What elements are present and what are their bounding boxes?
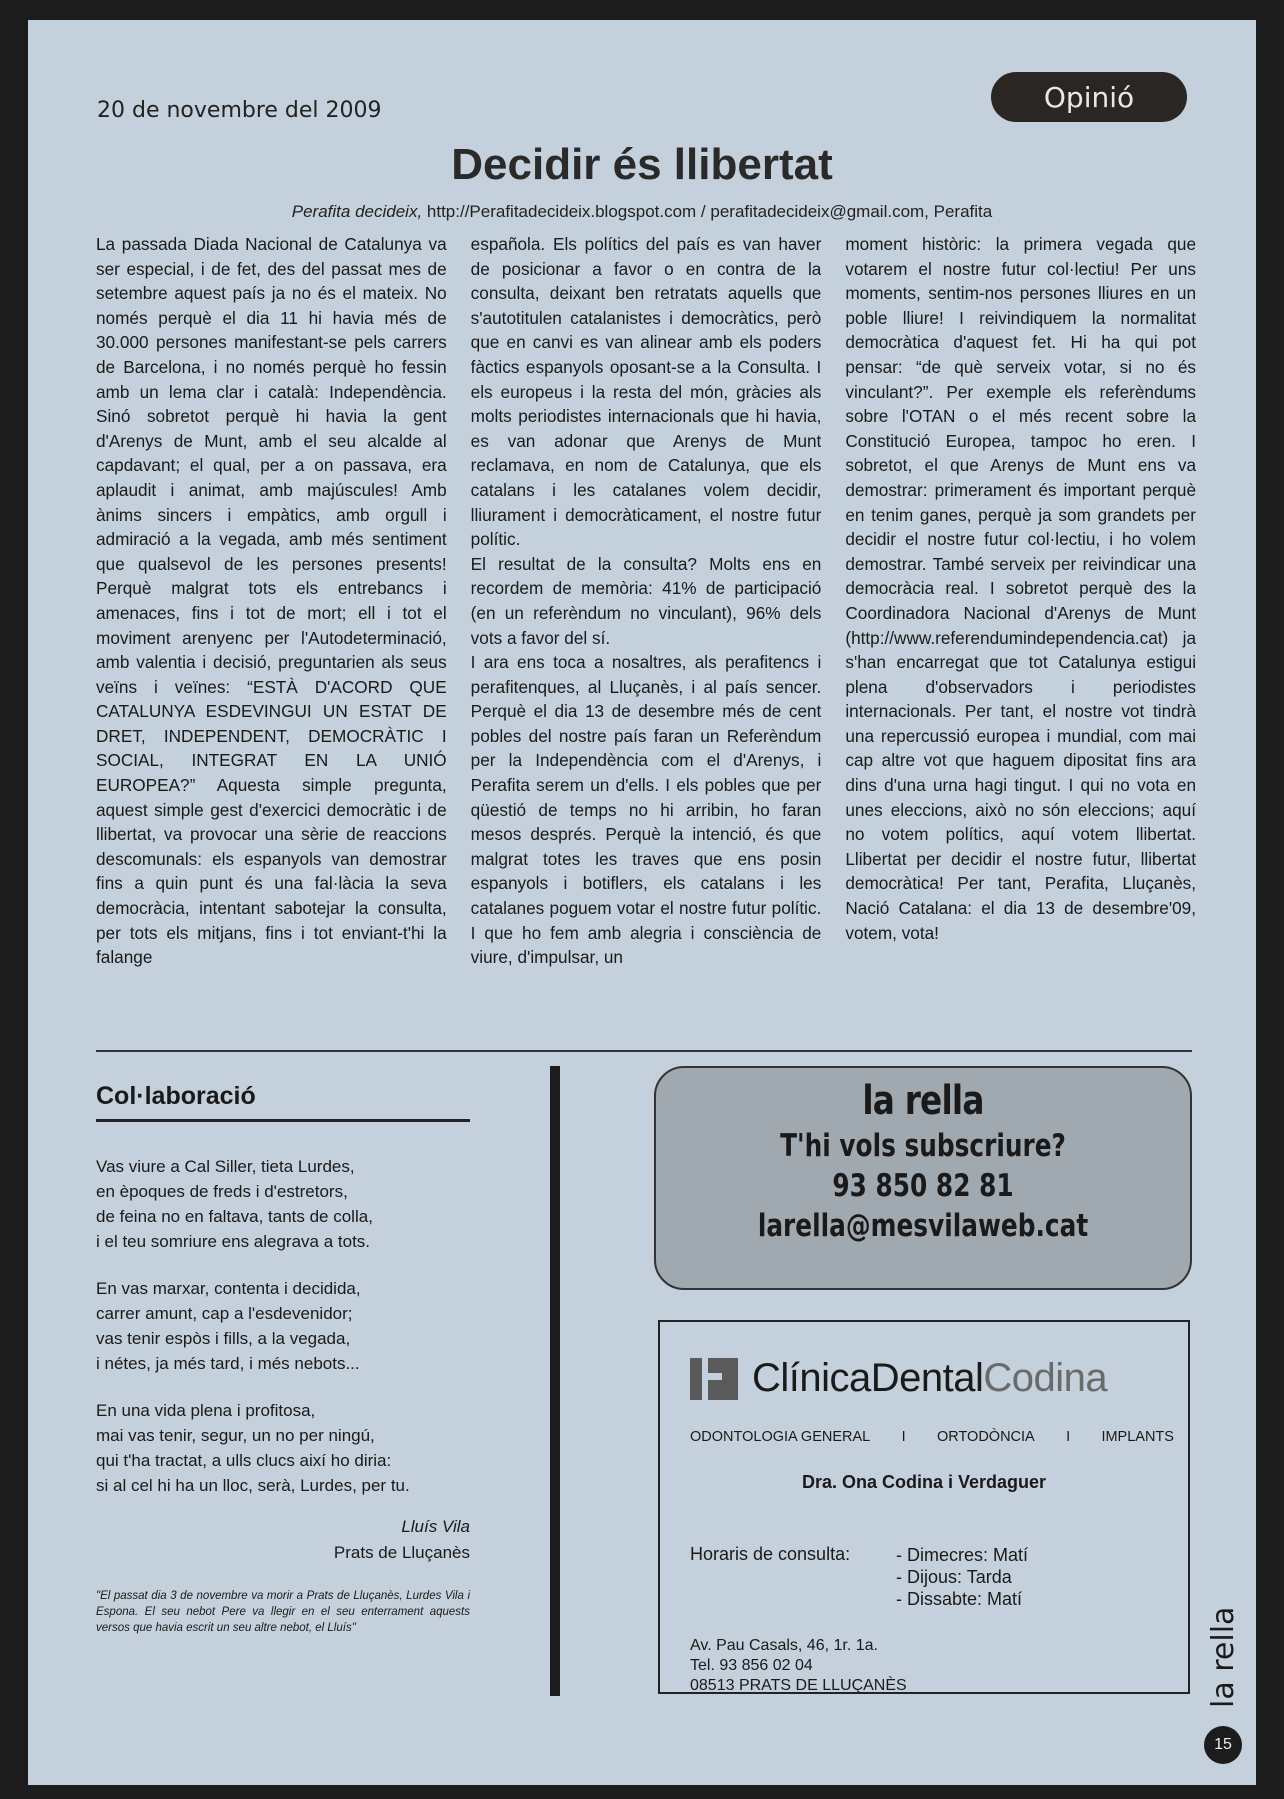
subscription-title: la rella: [862, 1078, 984, 1124]
hours-item: - Dissabte: Matí: [896, 1589, 1023, 1609]
poem-footnote: "El passat dia 3 de novembre va morir a Prats de Lluçanès, Lurdes Vila i Espona. El seu nebot Pere va llegir en el seu enterrament aquests versos que havia escrit un seu altre nebot, el Lluís": [96, 1590, 470, 1634]
poem-line: En vas marxar, contenta i decidida,: [96, 1279, 361, 1298]
column-divider: [550, 1066, 560, 1696]
poem-line: en èpoques de freds i d'estretors,: [96, 1182, 348, 1201]
section-divider: [96, 1050, 1192, 1052]
poem-line: qui t'ha tractat, a ulls clucs així ho diria:: [96, 1451, 392, 1470]
hours-item: - Dimecres: Matí: [896, 1545, 1029, 1565]
service-item: ODONTOLOGIA GENERAL: [690, 1429, 871, 1445]
clinic-name: [752, 1356, 1107, 1401]
clinic-address: [690, 1636, 907, 1696]
section-label: Opinió: [991, 72, 1187, 122]
subscription-prompt: T'hi vols subscriure?: [780, 1128, 1066, 1164]
byline-author: Perafita decideix,: [291, 202, 423, 221]
poem-line: Vas viure a Cal Siller, tieta Lurdes,: [96, 1157, 355, 1176]
subscription-phone: 93 850 82 81: [832, 1168, 1014, 1204]
poem-stanza: [96, 1398, 470, 1498]
poem-stanza: [96, 1276, 470, 1376]
article-column-2: [471, 232, 822, 1052]
clinic-hours: [690, 1544, 1028, 1610]
clinic-name-part2: Codina: [983, 1356, 1108, 1400]
clinic-services: [690, 1429, 1174, 1445]
poem-place: Prats de Lluçanès: [333, 1543, 470, 1562]
hours-label: Horaris de consulta:: [690, 1544, 851, 1564]
publication-name: la rella: [1206, 1606, 1241, 1708]
paragraph: La passada Diada Nacional de Catalunya va ser especial, i de fet, des del passat mes de setembre aquest país ja no és el mateix. No només perquè el dia 11 hi havia més de 30.000 persones manifestant-se pels carrers de Barcelona, i no només perquè ho fessin amb un lema clar i català: Independència. Sinó sobretot perquè hi havia la gent d'Arenys de Munt, amb el seu alcalde al capdavant; el qual, per a on passava, era aplaudit i animat, amb majúscules! Amb ànims sincers i empàtics, amb orgull i admiració a la vegada, amb més sentiment que qualsevol de les persones presents! Perquè malgrat tots els entrebancs i amenaces, fins i tot de mort; ell i tot el moviment arenyenc per l'Autodeterminació, amb valentia i decisió, preguntarien als seus veïns i veïnes: “ESTÀ D'ACORD QUE CATALUNYA ESDEVINGUI UN ESTAT DE DRET, INDEPENDENT, DEMOCRÀTIC I SOCIAL, INTEGRAT EN LA UNIÓ EUROPEA?” Aquesta simple pregunta, aquest simple gest d'exercici democràtic i de llibertat, va provocar una sèrie de reaccions descomunals: els espanyols van demostrar fins a quin punt és una fal·làcia la seva democràcia, intentant sabotejar la consulta, per tots els mitjans, fins i tot enviant-t'hi la falange: [96, 234, 447, 968]
poem-line: carrer amunt, cap a l'esdevenidor;: [96, 1304, 353, 1323]
newspaper-page: [28, 20, 1256, 1785]
clinic-ad: [658, 1320, 1190, 1694]
poem: [96, 1132, 470, 1498]
poem-line: i nétes, ja més tard, i més nebots...: [96, 1354, 360, 1373]
poem-line: de feina no en faltava, tants de colla,: [96, 1207, 373, 1226]
article-title: Decidir és llibertat: [451, 140, 833, 189]
subscription-email: larella@mesvilaweb.cat: [757, 1208, 1089, 1244]
service-item: IMPLANTS: [1101, 1429, 1174, 1445]
clinic-logo: [690, 1356, 1107, 1401]
article-byline: [28, 202, 1256, 222]
service-separator: I: [901, 1429, 906, 1445]
clinic-logo-icon: [690, 1358, 738, 1400]
service-item: ORTODÒNCIA: [936, 1429, 1035, 1445]
paragraph: El resultat de la consulta? Molts ens en recordem de memòria: 41% de participació (en un referèndum no vinculant), 96% dels vots a favor del sí.: [470, 553, 822, 648]
collaboration-title: Col·laboració: [96, 1082, 256, 1110]
poem-line: i el teu somriure ens alegrava a tots.: [96, 1232, 371, 1251]
poem-stanza: [96, 1154, 470, 1254]
clinic-doctor: Dra. Ona Codina i Verdaguer: [801, 1472, 1047, 1492]
byline-contact: http://Perafitadecideix.blogspot.com / perafitadecideix@gmail.com, Perafita: [422, 202, 993, 221]
poem-author: Lluís Vila: [401, 1517, 470, 1536]
hours-item: - Dijous: Tarda: [896, 1567, 1012, 1587]
poem-signature: [96, 1514, 470, 1566]
article-column-3: [845, 232, 1196, 1052]
address-line: Av. Pau Casals, 46, 1r. 1a.: [690, 1637, 878, 1654]
article-column-1: [96, 232, 447, 1052]
paragraph: I ara ens toca a nosaltres, als perafitencs i perafitenques, al Lluçanès, i al país sencer. Perquè el dia 13 de desembre més de cent pobles del nostre país faran un Referèndum per la Independència com el d'Arenys, i Perafita serem un d'ells. I els pobles que per qüestió de temps no hi arribin, ho faran mesos després. Perquè la intenció, és que malgrat totes les traves que ens posin espanyols i botiflers, els catalans i les catalanes poguem votar el nostre futur polític. I que ho fem amb alegria i consciència de viure, d'impulsar, un: [470, 652, 822, 968]
service-separator: I: [1066, 1429, 1071, 1445]
address-line: 08513 PRATS DE LLUÇANÈS: [690, 1677, 907, 1694]
issue-date: 20 de novembre del 2009: [97, 98, 382, 123]
clinic-name-part1: ClínicaDental: [752, 1356, 984, 1400]
paragraph: española. Els polítics del país es van haver de posicionar a favor o en contra de la consulta, deixant ben retratats aquells que s'autotitulen catalanistes i democràtics, però que en canvi es van alinear amb els poders fàctics espanyols oposant-se a la Consulta. I els europeus i la resta del món, gràcies als molts periodistes internacionals que hi havia, es van adonar que Arenys de Munt reclamava, en nom de Catalunya, que els catalans i les catalanes volem decidir, lliurament i democràticament, el nostre futur polític.: [470, 234, 822, 550]
poem-line: si al cel hi ha un lloc, serà, Lurdes, per tu.: [96, 1476, 410, 1495]
poem-line: En una vida plena i profitosa,: [96, 1401, 316, 1420]
poem-line: mai vas tenir, segur, un no per ningú,: [96, 1426, 375, 1445]
subscription-ad: [654, 1066, 1192, 1290]
article-body: [96, 232, 1196, 1052]
poem-line: vas tenir espòs i fills, a la vegada,: [96, 1329, 351, 1348]
address-line: Tel. 93 856 02 04: [690, 1657, 813, 1674]
hours-list: [896, 1544, 1028, 1610]
title-underline: [96, 1119, 470, 1122]
paragraph: moment històric: la primera vegada que votarem el nostre futur col·lectiu! Per uns moments, sentim-nos persones lliures en un poble lliure! I reivindiquem la normalitat democràtica d'aquest fet. Hi ha qui pot pensar: “de què serveix votar, si no és vinculant?”. Per exemple els referèndums sobre l'OTAN o el més recent sobre la Constitució Europea, tampoc ho eren. I sobretot, el que Arenys de Munt ens va demostrar: primerament és important perquè en tenim ganes, perquè ja som grandets per decidir el nostre futur col·lectiu, i ho volem demostrar. També serveix per reivindicar una democràcia real. I sobretot perquè des la Coordinadora Nacional d'Arenys de Munt (http://www.referendumindependencia.cat) ja s'han encarregat que tot Catalunya estigui plena d'observadors i periodistes internacionals. Per tant, el nostre vot tindrà una repercussió europea i mundial, com mai cap altre vot que haguem dipositat fins ara dins d'una urna hagi tingut. I qui no vota en unes eleccions, això no són eleccions; aquí no votem polítics, aquí votem llibertat. Llibertat per decidir el nostre futur, llibertat democràtica! Per tant, Perafita, Lluçanès, Nació Catalana: el dia 13 de desembre'09, votem, vota!: [845, 234, 1197, 943]
page-number: 15: [1204, 1726, 1242, 1764]
